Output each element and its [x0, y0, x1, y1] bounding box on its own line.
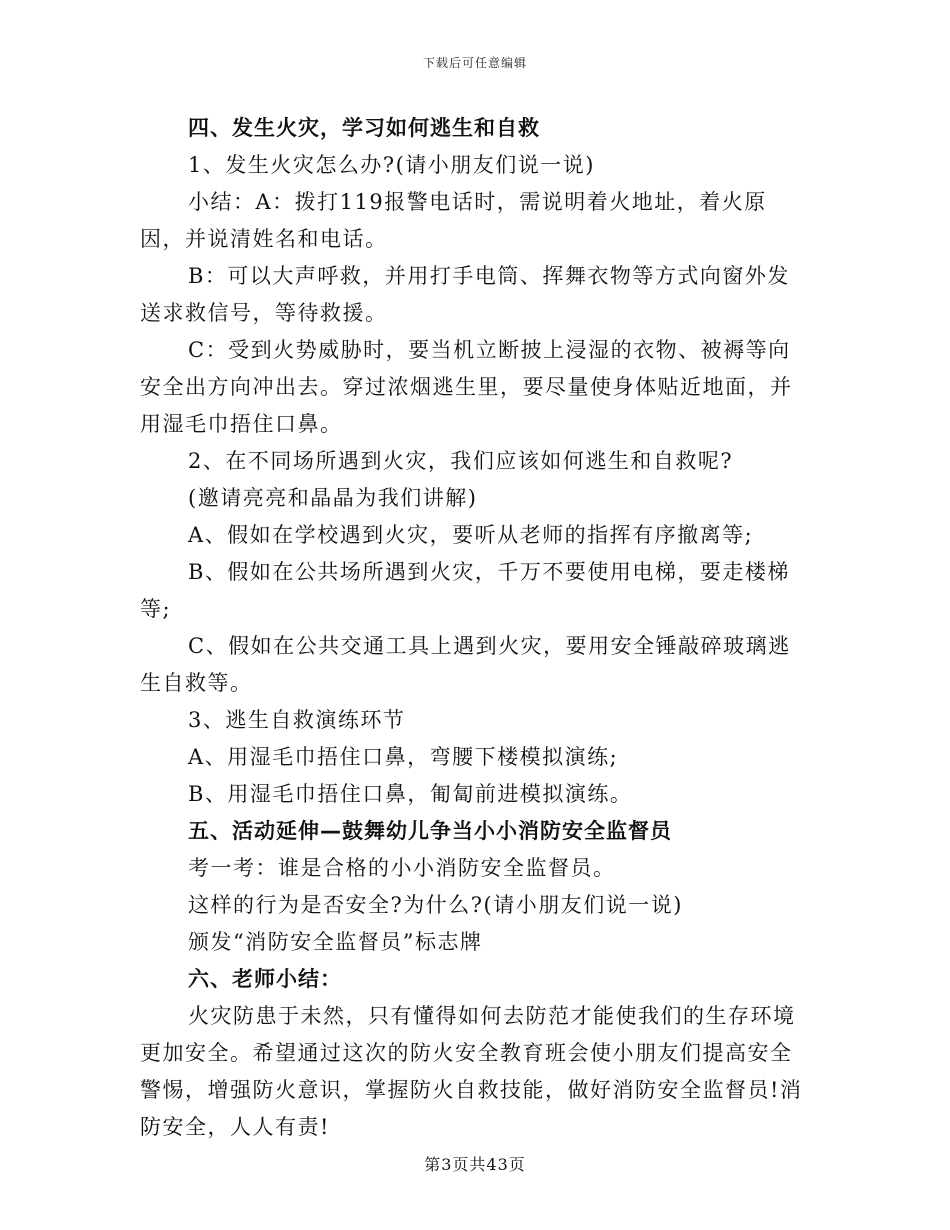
paragraph: 考一考：谁是合格的小小消防安全监督员。 [188, 856, 616, 880]
paragraph: B：可以大声呼救，并用打手电筒、挥舞衣物等方式向窗外发送求救信号，等待救援。 [140, 264, 790, 325]
paragraph: 1、发生火灾怎么办?(请小朋友们说一说) [188, 153, 596, 177]
section-heading-4: 四、发生火灾，学习如何逃生和自救 [188, 116, 540, 140]
paragraph: 颁发“消防安全监督员”标志牌 [188, 930, 483, 954]
paragraph: 这样的行为是否安全?为什么?(请小朋友们说一说) [188, 893, 683, 917]
paragraph: B、用湿毛巾捂住口鼻，匍匐前进模拟演练。 [188, 782, 633, 806]
paragraph: 火灾防患于未然，只有懂得如何去防范才能使我们的生存环境更加安全。希望通过这次的防火安全教育班会使小朋友们提高安全警惕，增强防火意识，掌握防火自救技能，做好消防安全监督员!消防安全，人人有责! [140, 1004, 803, 1139]
paragraph: 3、逃生自救演练环节 [188, 708, 406, 732]
paragraph: B、假如在公共场所遇到火灾，千万不要使用电梯，要走楼梯等; [140, 560, 790, 621]
page-header-note: 下载后可任意编辑 [422, 56, 527, 70]
paragraph: C、假如在公共交通工具上遇到火灾，要用安全锤敲碎玻璃逃生自救等。 [140, 634, 791, 695]
paragraph: (邀请亮亮和晶晶为我们讲解) [188, 486, 478, 510]
section-heading-6: 六、老师小结： [188, 967, 342, 991]
paragraph: C：受到火势威胁时，要当机立断披上浸湿的衣物、被褥等向安全出方向冲出去。穿过浓烟逃生里，要尽量使身体贴近地面，并用湿毛巾捂住口鼻。 [140, 338, 793, 436]
paragraph: A、用湿毛巾捂住口鼻，弯腰下楼模拟演练; [188, 745, 619, 769]
section-heading-5: 五、活动延伸—鼓舞幼儿争当小小消防安全监督员 [188, 819, 672, 843]
paragraph: 2、在不同场所遇到火灾，我们应该如何逃生和自救呢? [188, 449, 734, 473]
page-number: 第3页共43页 [424, 1155, 526, 1174]
paragraph: A、假如在学校遇到火灾，要听从老师的指挥有序撤离等; [188, 523, 754, 547]
paragraph: 小结：A：拨打119报警电话时，需说明着火地址，着火原因，并说清姓名和电话。 [140, 190, 767, 251]
document-body [140, 110, 810, 1146]
